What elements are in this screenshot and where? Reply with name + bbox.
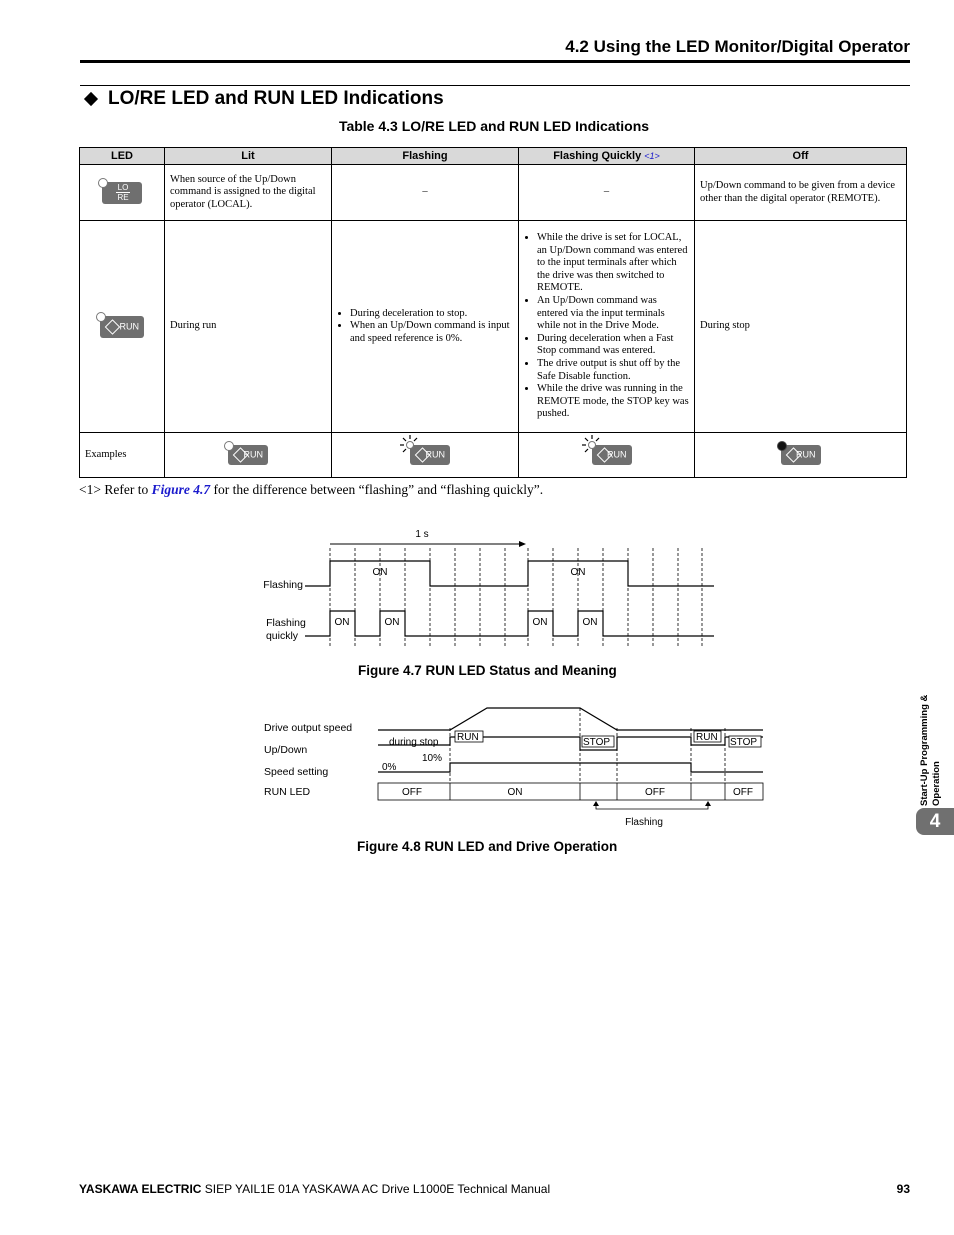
run-key-flashing-icon: RUN [410, 445, 450, 465]
run-flashing [332, 221, 519, 433]
header-off: Off [695, 148, 907, 165]
run-command-label: RUN [457, 732, 479, 743]
figure-4-7-diagram [250, 520, 730, 660]
figure-4-8-diagram [255, 700, 775, 835]
diamond-bullet-icon [84, 92, 98, 106]
table-header-row [80, 148, 907, 165]
page-header-title: 4.2 Using the LED Monitor/Digital Operator [565, 37, 910, 56]
period-label: 1 s [415, 529, 429, 540]
footnote-ref-link[interactable]: <1> [644, 151, 660, 161]
header-led: LED [80, 148, 165, 165]
chapter-tab[interactable]: 4 [916, 808, 954, 835]
list-item: • The drive output is shut off by the Safe Disable function. [537, 358, 689, 383]
run-command-label: RUN [696, 732, 718, 743]
examples-label: Examples [80, 433, 165, 478]
footnote-suffix: for the difference between “flashing” and “flashing quickly”. [210, 482, 544, 497]
row-label-flashing-quickly-2: quickly [265, 630, 299, 642]
figure-4-8-caption: Figure 4.8 RUN LED and Drive Operation [357, 839, 618, 854]
on-label: ON [532, 617, 548, 628]
lore-off: Up/Down command to be given from a device other than the digital operator (REMOTE). [695, 165, 907, 221]
footer-brand: YASKAWA ELECTRIC [79, 1182, 202, 1196]
table-row-run [80, 221, 907, 433]
led-table [79, 147, 907, 478]
run-key-cell [80, 221, 165, 433]
lore-key-label-top: LO [117, 182, 129, 192]
lore-key-cell [80, 165, 165, 221]
list-item: • An Up/Down command was entered via the input terminals while not in the Drive Mode. [537, 295, 689, 333]
row-label-flashing-quickly-1: Flashing [266, 617, 306, 629]
ten-percent-label: 10% [422, 753, 443, 764]
header-flashing-quickly-label: Flashing Quickly [553, 150, 642, 162]
on-label: ON [372, 567, 388, 578]
table-caption: Table 4.3 LO/RE LED and RUN LED Indications [338, 118, 650, 134]
run-key-lit-icon: RUN [228, 445, 268, 465]
side-text-line1: Start-Up Programming & [919, 694, 930, 806]
footnote [79, 482, 543, 498]
flashing-label: Flashing [625, 817, 663, 828]
page-number: 93 [896, 1182, 910, 1196]
led-off-label: OFF [733, 787, 753, 798]
table-row-lore [80, 165, 907, 221]
stop-command-label: STOP [730, 737, 758, 748]
section-rule [80, 85, 910, 86]
run-key-label: RUN [119, 321, 139, 332]
led-lit-icon [98, 178, 108, 188]
run-off: During stop [695, 221, 907, 433]
run-key-flashing-quickly-icon: RUN [592, 445, 632, 465]
run-lit: During run [165, 221, 332, 433]
side-text-line2: Operation [931, 761, 942, 806]
run-key-off-icon: RUN [781, 445, 821, 465]
lore-flashing-quickly: – [519, 165, 695, 221]
on-label: ON [582, 617, 598, 628]
footnote-prefix: <1> Refer to [79, 482, 152, 497]
example-flashing-cell [332, 433, 519, 478]
zero-percent-label: 0% [382, 762, 397, 773]
on-label: ON [334, 617, 350, 628]
lore-lit: When source of the Up/Down command is assigned to the digital operator (LOCAL). [165, 165, 332, 221]
list-item: • During deceleration when a Fast Stop command was entered. [537, 333, 689, 358]
run-key-icon [100, 316, 144, 338]
row-label-updown: Up/Down [264, 744, 308, 756]
header-flashing: Flashing [332, 148, 519, 165]
lore-key-icon [102, 182, 142, 204]
led-lit-icon [96, 312, 106, 322]
row-label-speed: Drive output speed [264, 722, 353, 734]
run-symbol-icon [105, 319, 121, 335]
stop-command-label: STOP [583, 737, 611, 748]
example-lit-cell [165, 433, 332, 478]
led-on-label: ON [507, 787, 523, 798]
figure-4-7-link[interactable]: Figure 4.7 [151, 482, 211, 497]
example-off-cell [695, 433, 907, 478]
example-flashing-quickly-cell [519, 433, 695, 478]
list-item: • While the drive is set for LOCAL, an Up/Down command was entered to the input terminals after which the drive was then switched to REMOTE. [537, 232, 689, 295]
footer-left [79, 1182, 550, 1196]
section-heading [82, 88, 444, 110]
section-title: LO/RE LED and RUN LED Indications [108, 88, 444, 109]
figure-4-7-caption: Figure 4.7 RUN LED Status and Meaning [358, 663, 617, 678]
row-label-flashing: Flashing [263, 579, 303, 591]
row-label-speed-setting: Speed setting [264, 766, 329, 778]
lore-key-label-bottom: RE [117, 192, 129, 202]
on-label: ON [384, 617, 400, 628]
list-item: • During deceleration to stop. [350, 308, 513, 321]
led-off-label: OFF [402, 787, 422, 798]
table-row-examples [80, 433, 907, 478]
footer-doc-title: SIEP YAIL1E 01A YASKAWA AC Drive L1000E Technical Manual [201, 1182, 551, 1196]
row-label-run-led: RUN LED [264, 786, 311, 798]
during-stop-label: during stop [389, 737, 439, 748]
lore-flashing: – [332, 165, 519, 221]
list-item: • While the drive was running in the REMOTE mode, the STOP key was pushed. [537, 383, 689, 421]
led-off-label: OFF [645, 787, 665, 798]
header-flashing-quickly [519, 148, 695, 165]
header-lit: Lit [165, 148, 332, 165]
on-label: ON [570, 567, 586, 578]
header-rule [80, 60, 910, 63]
list-item: • When an Up/Down command is input and speed reference is 0%. [350, 320, 513, 345]
run-flashing-quickly [519, 221, 695, 433]
